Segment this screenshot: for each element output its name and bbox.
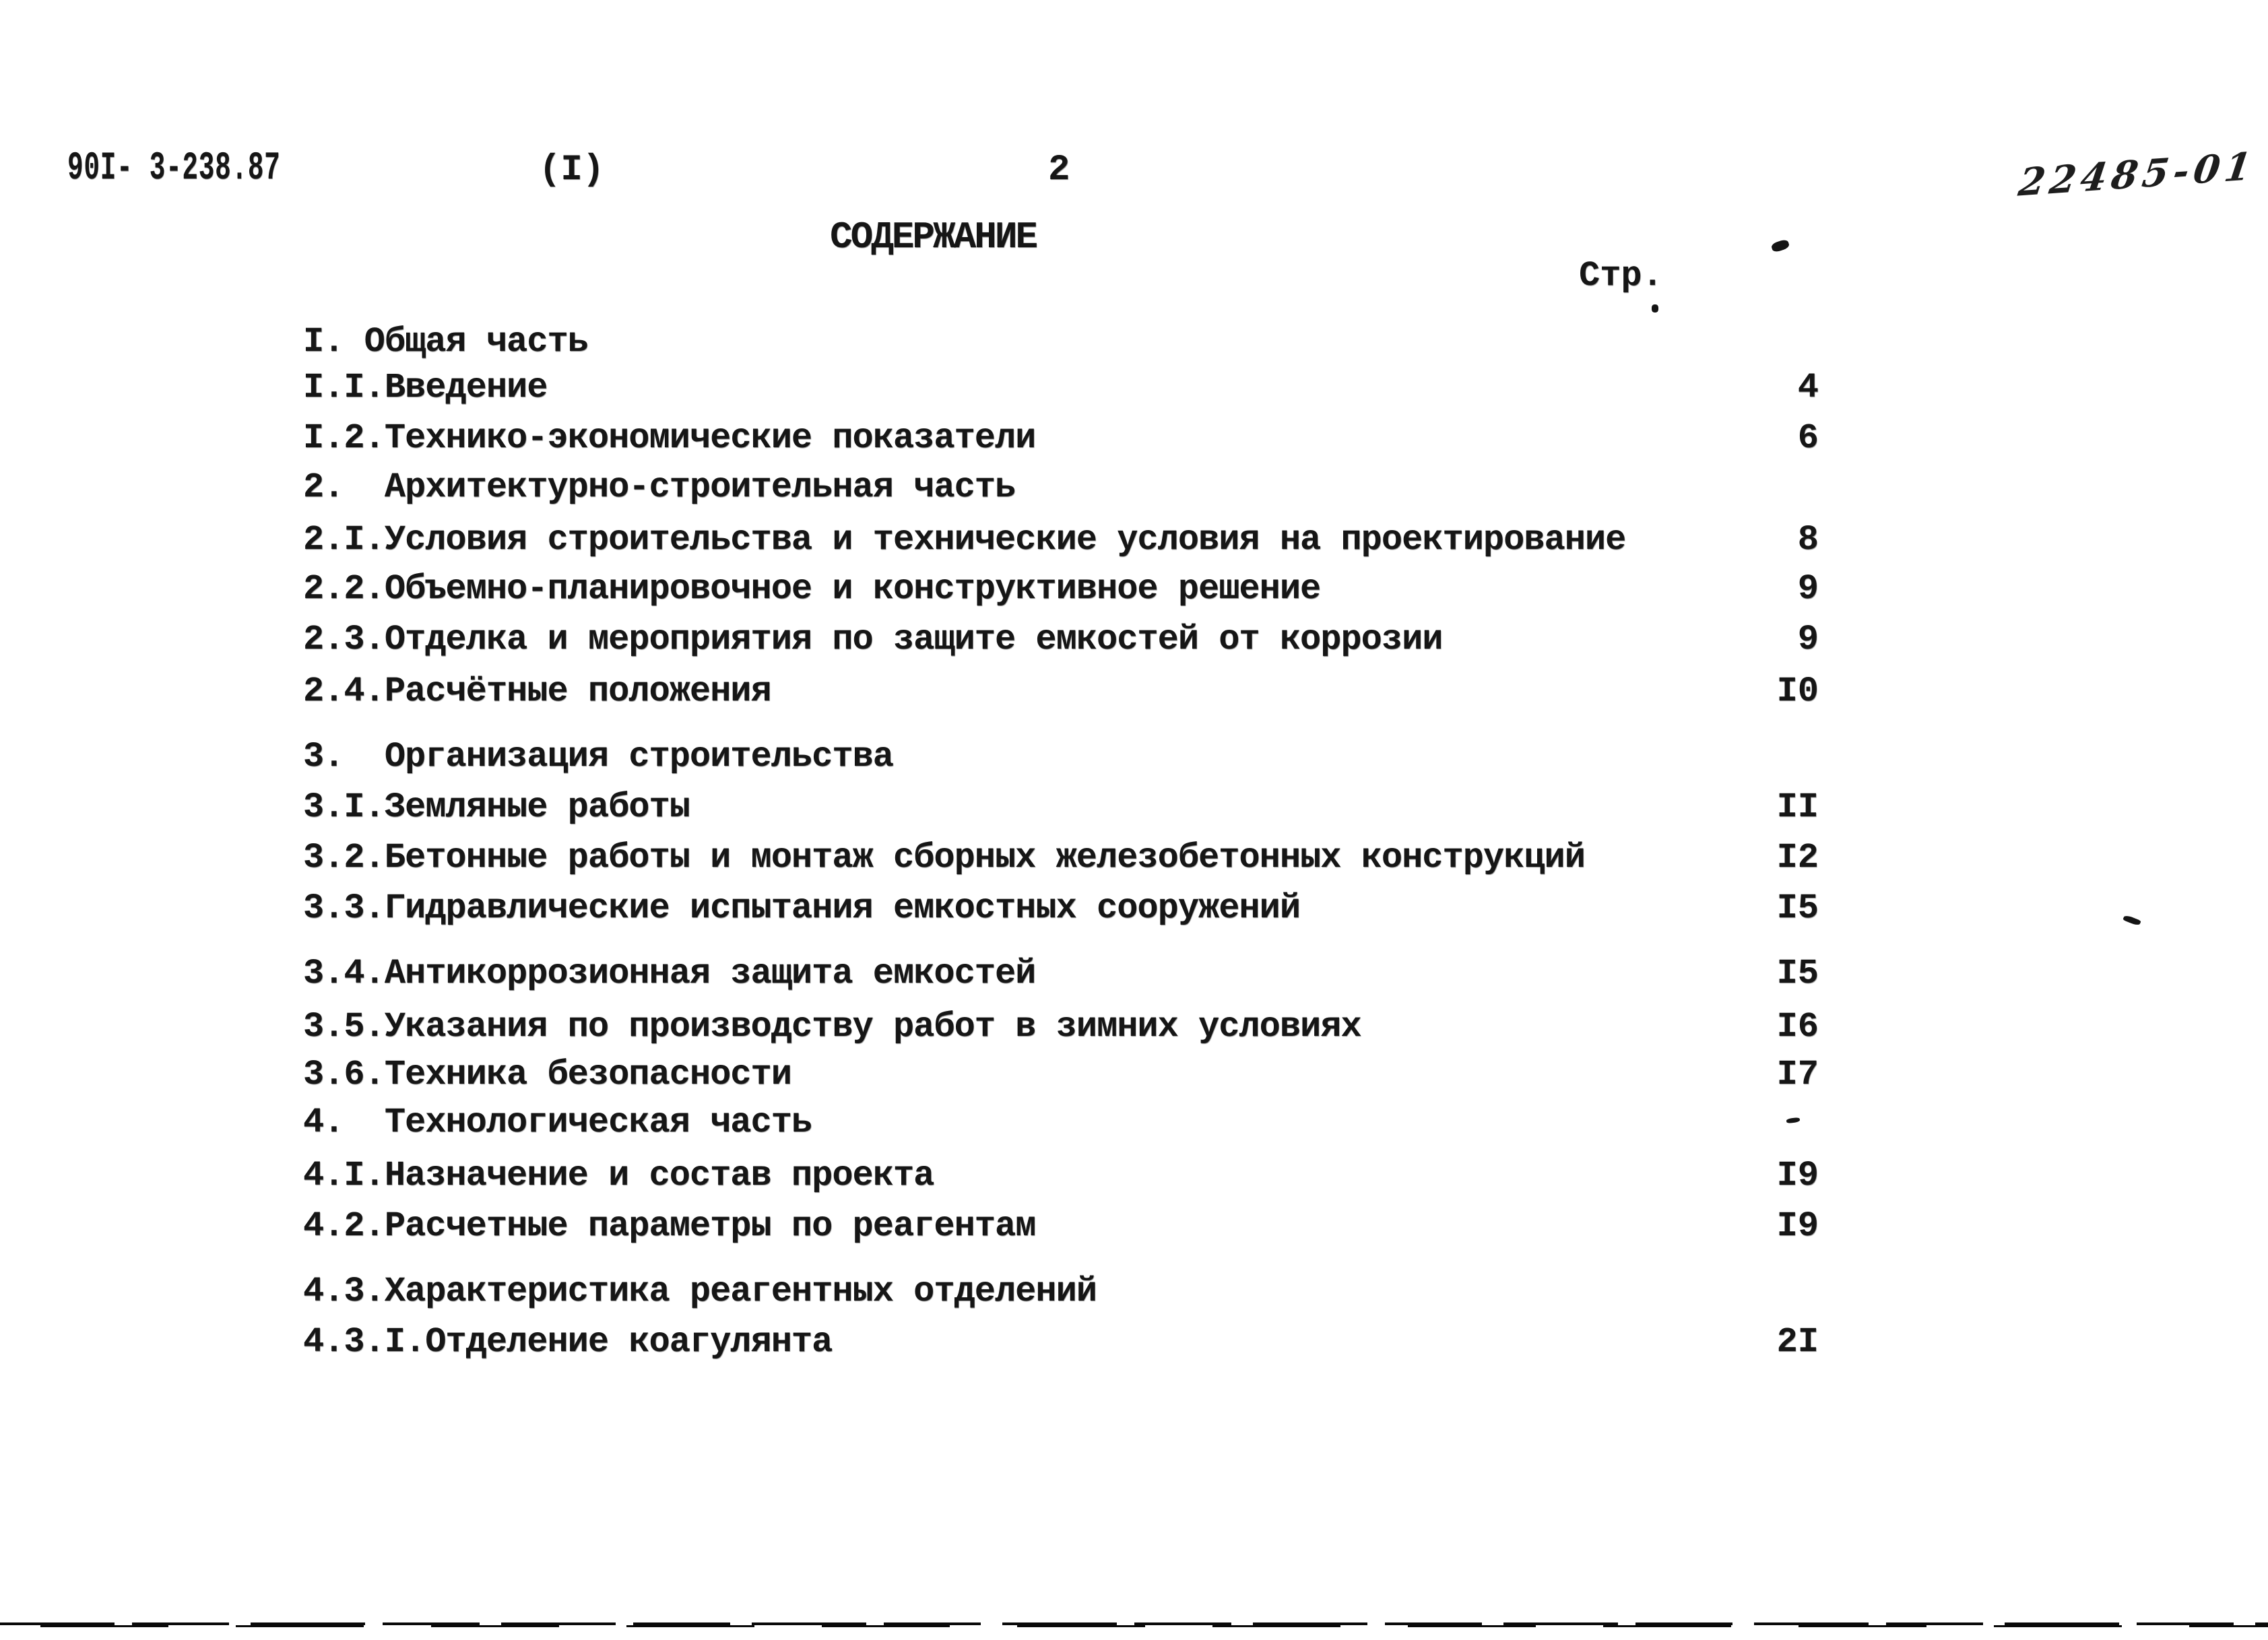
toc-entry-label: 2.I.Условия строительства и технические условия на проектирование	[303, 520, 1626, 560]
toc-entry-label: 4.2.Расчетные параметры по реагентам	[303, 1206, 1036, 1246]
ink-speck	[1652, 304, 1658, 313]
toc-entry-label: 4.3.I.Отделение коагулянта	[303, 1322, 833, 1362]
toc-entry-page: 9	[1797, 569, 1819, 609]
toc-entry-label: 2.2.Объемно-планировочное и конструктивное решение	[303, 569, 1321, 609]
toc-entry-label: 4.3.Характеристика реагентных отделений	[303, 1272, 1097, 1311]
toc-entry-label: 3. Организация строительства	[303, 737, 893, 777]
toc-entry-label: 3.5.Указания по производству работ в зимних условиях	[303, 1007, 1361, 1047]
toc-row	[303, 1006, 2268, 1051]
sheet-number: 2	[1048, 150, 1070, 191]
toc-entry-label: I. Общая часть	[303, 322, 588, 362]
toc-entry-page: II	[1776, 787, 1819, 827]
toc-entry-label: 4. Технологическая часть	[303, 1103, 812, 1142]
toc-entry-label: 3.4.Антикоррозионная защита емкостей	[303, 954, 1036, 993]
toc-entry-page: 9	[1797, 620, 1819, 659]
toc-entry-page: I7	[1776, 1055, 1819, 1094]
toc-entry-page: I6	[1776, 1007, 1819, 1047]
toc-row	[303, 321, 2268, 366]
page-column-header: Стр.	[1579, 256, 1663, 296]
toc-row	[303, 467, 2268, 511]
document-part-number: (I)	[539, 150, 605, 191]
toc-entry-label: 2.4.Расчётные положения	[303, 671, 771, 711]
toc-entry-page: 6	[1797, 418, 1819, 458]
toc-row	[303, 568, 2268, 613]
handwritten-inventory-number: 22485-01	[2015, 143, 2259, 205]
toc-entry-page: I9	[1776, 1156, 1819, 1195]
toc-entry-label: 2.3.Отделка и мероприятия по защите емкостей от коррозии	[303, 620, 1443, 659]
toc-entry-label: 3.I.Земляные работы	[303, 787, 690, 827]
toc-row	[303, 1054, 2268, 1098]
scan-edge-line	[0, 1622, 2268, 1628]
toc-entry-page: I2	[1776, 838, 1819, 878]
page-title: СОДЕРЖАНИЕ	[830, 216, 1037, 259]
toc-row	[303, 1321, 2268, 1366]
toc-entry-page: I0	[1776, 671, 1819, 711]
toc-entry-page: I9	[1776, 1206, 1819, 1246]
toc-row	[303, 787, 2268, 831]
toc-entry-page: 8	[1797, 520, 1819, 560]
toc-row	[303, 367, 2268, 412]
toc-entry-page: 4	[1797, 368, 1819, 407]
toc-row	[303, 1206, 2268, 1250]
toc-entry-label: 3.3.Гидравлические испытания емкостных сооружений	[303, 888, 1301, 928]
toc-row	[303, 736, 2268, 781]
toc-row	[303, 1271, 2268, 1315]
toc-entry-label: I.I.Введение	[303, 368, 548, 407]
toc-entry-page: 2I	[1776, 1322, 1819, 1362]
toc-row	[303, 1102, 2268, 1146]
toc-entry-label: 4.I.Назначение и состав проекта	[303, 1156, 934, 1195]
toc-row	[303, 671, 2268, 715]
toc-entry-label: 3.6.Техника безопасности	[303, 1055, 791, 1094]
toc-row	[303, 837, 2268, 882]
toc-entry-label: I.2.Технико-экономические показатели	[303, 418, 1036, 458]
toc-row	[303, 619, 2268, 663]
toc-row	[303, 1155, 2268, 1200]
toc-entry-label: 2. Архитектурно-строительная часть	[303, 467, 1016, 507]
document-number: 90I- 3-238.87	[67, 147, 281, 191]
toc-row	[303, 953, 2268, 997]
toc-entry-page: I5	[1776, 954, 1819, 993]
toc-row	[303, 888, 2268, 932]
toc-row	[303, 519, 2268, 564]
toc-entry-page: I5	[1776, 888, 1819, 928]
toc-row	[303, 418, 2268, 462]
toc-entry-label: 3.2.Бетонные работы и монтаж сборных железобетонных конструкций	[303, 838, 1585, 878]
